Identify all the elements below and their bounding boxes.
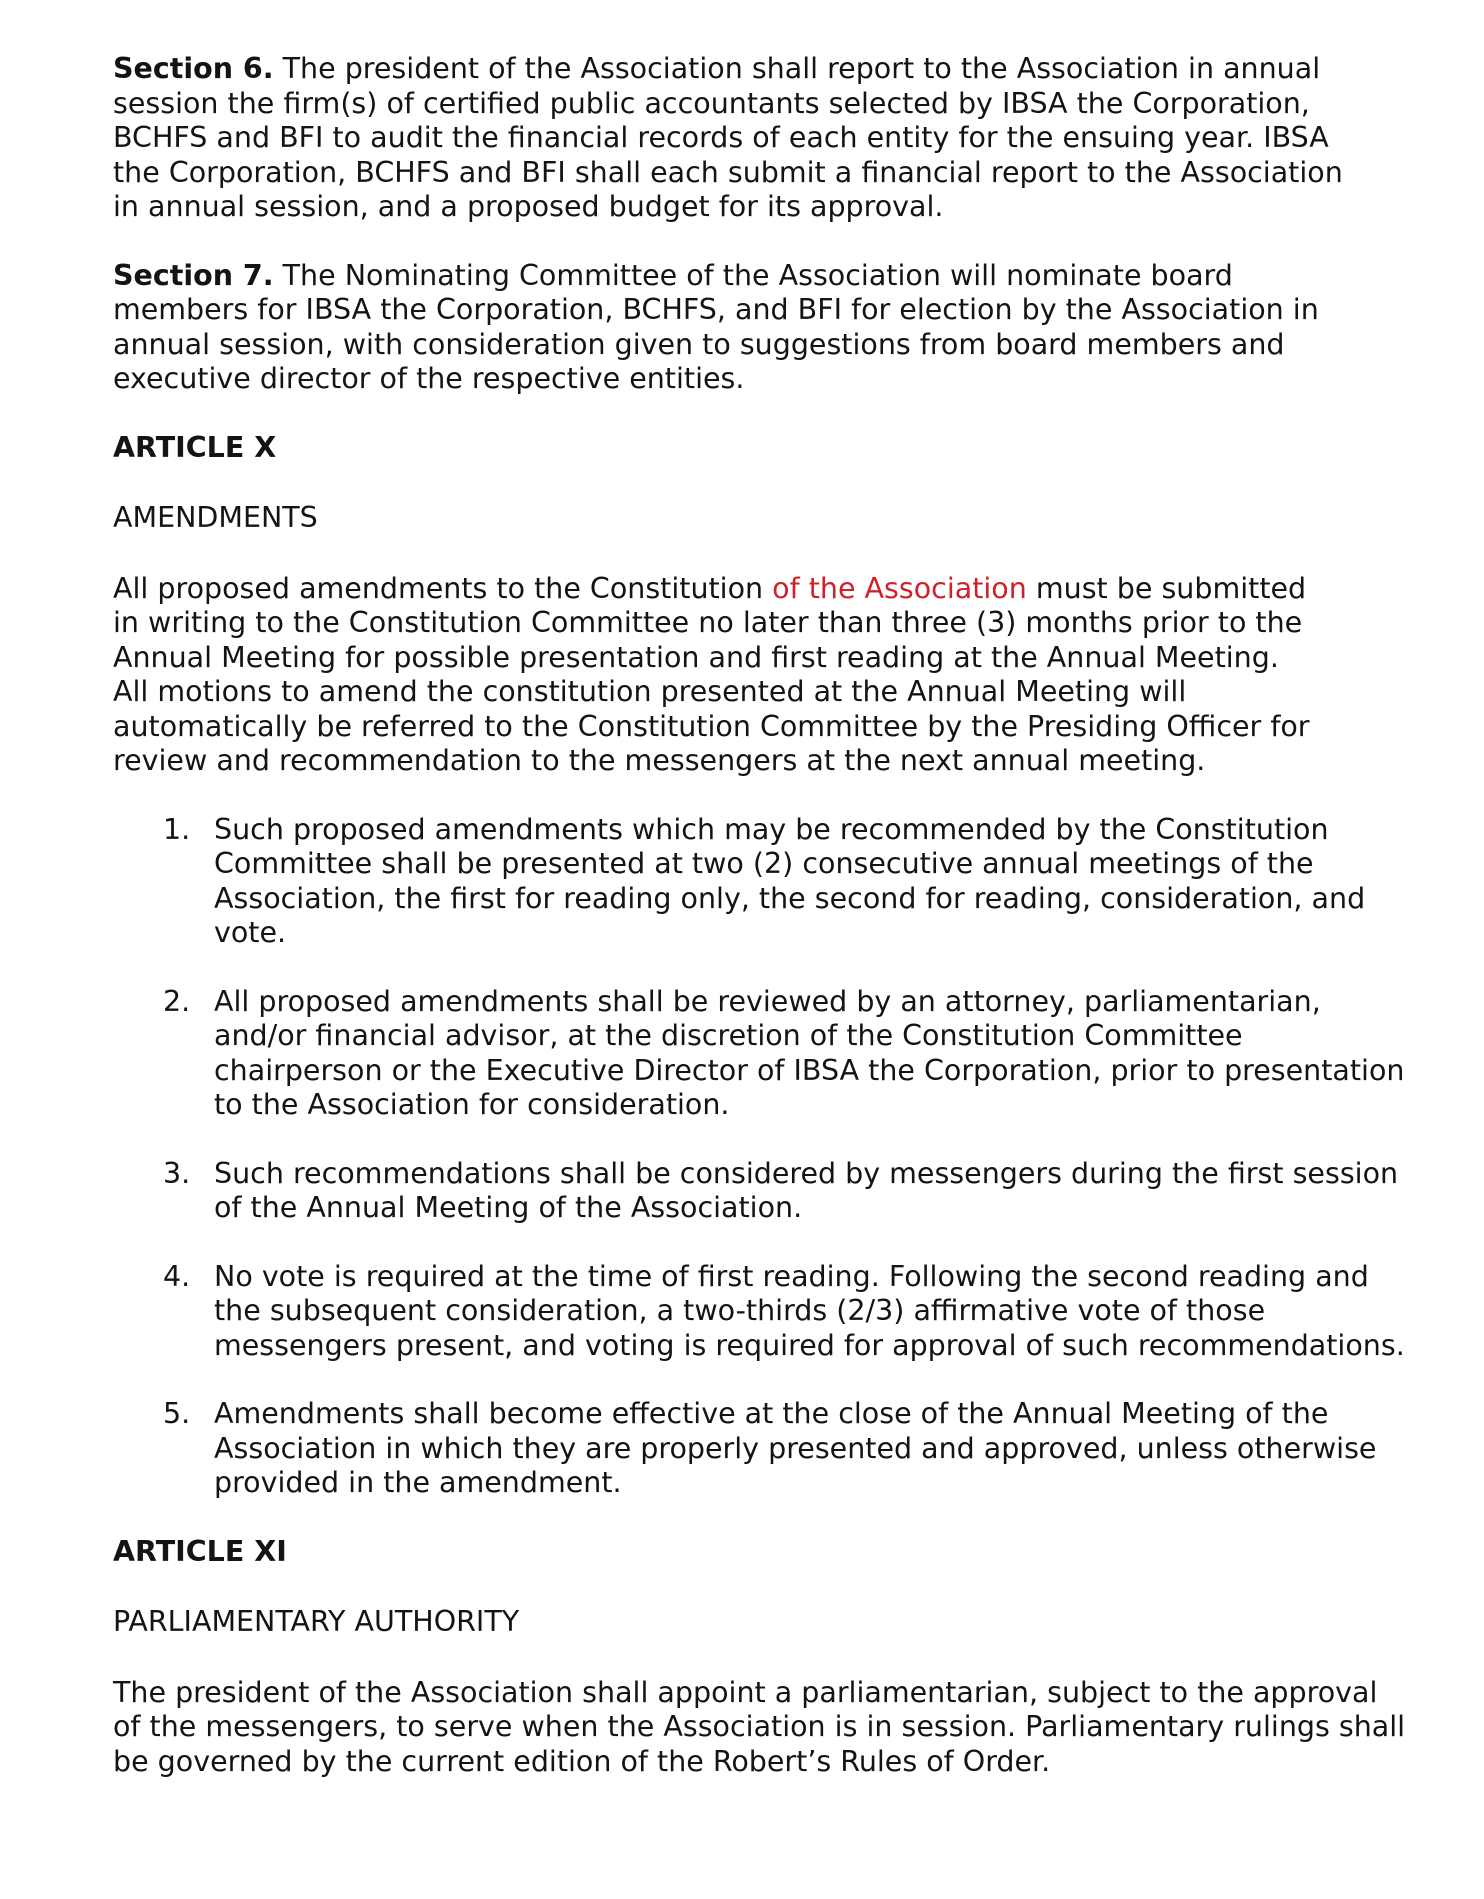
amendments-intro-text-1: All proposed amendments to the Constitution	[113, 571, 773, 605]
list-item	[113, 1157, 1414, 1226]
list-item-number: 3.	[163, 1156, 191, 1190]
section-7-text: The Nominating Committee of the Association will nominate board members for IBSA the Corporation, BCHFS, and BFI for election by the Association in annual session, with consideration given to suggestions from board members and executive director of the respective entities.	[113, 258, 1319, 395]
article-10-heading: ARTICLE X	[113, 430, 277, 464]
list-item-text: Such proposed amendments which may be recommended by the Constitution Committee shall be presented at two (2) consecutive annual meetings of the Association, the first for reading only, the second for reading, consideration, and vote.	[214, 812, 1366, 949]
article-11-title: PARLIAMENTARY AUTHORITY	[113, 1605, 520, 1638]
list-item-text: Amendments shall become effective at the close of the Annual Meeting of the Association in which they are properly presented and approved, unless otherwise provided in the amendment.	[214, 1397, 1377, 1499]
amendments-intro-paragraph	[113, 572, 1323, 779]
list-item	[113, 1397, 1414, 1501]
section-7-label: Section 7.	[113, 258, 274, 292]
amendments-list	[113, 813, 1413, 1501]
section-6-text: The president of the Association shall report to the Association in annual session the firm(s) of certified public accountants selected by IBSA the Corporation, BCHFS and BFI to audit the financial records of each entity for the ensuing year. IBSA the Corporation, BCHFS and BFI shall each submit a financial report to the Association in annual session, and a proposed budget for its approval.	[113, 52, 1343, 223]
list-item-number: 1.	[163, 812, 191, 846]
amendments-intro-text-2: must be submitted in writing to the Constitution Committee no later than three (3) months prior to the Annual Meeting for possible presentation and first reading at the Annual Meeting. All motions to amend the constitution presented at the Annual Meeting will automatically be referred to the Constitution Committee by the Presiding Officer for review and recommendation to the messengers at the next annual meeting.	[113, 571, 1310, 777]
list-item	[113, 985, 1414, 1123]
article-10-title: AMENDMENTS	[113, 501, 318, 534]
list-item-text: All proposed amendments shall be reviewed by an attorney, parliamentarian, and/or financial advisor, at the discretion of the Constitution Committee chairperson or the Executive Director of IBSA the Corporation, prior to presentation to the Association for consideration.	[214, 984, 1405, 1121]
list-item-number: 4.	[163, 1259, 191, 1293]
list-item-number: 5.	[163, 1397, 191, 1430]
list-item-text: Such recommendations shall be considered by messengers during the first session of the Annual Meeting of the Association.	[214, 1156, 1399, 1224]
amendments-intro-highlight: of the Association	[772, 571, 1027, 605]
document-page	[113, 52, 1413, 1779]
section-7-paragraph	[113, 259, 1358, 397]
list-item-text: No vote is required at the time of first reading. Following the second reading and the subsequent consideration, a two-thirds (2/3) affirmative vote of those messengers present, and voting is required for approval of such recommendations.	[214, 1259, 1405, 1362]
list-item	[113, 813, 1414, 951]
article-11-heading: ARTICLE XI	[113, 1534, 287, 1568]
list-item-number: 2.	[163, 984, 191, 1018]
list-item	[113, 1260, 1414, 1364]
parliamentary-authority-paragraph: The president of the Association shall appoint a parliamentarian, subject to the approval of the messengers, to serve when the Association is in session. Parliamentary rulings shall be governed by the current edition of the Robert’s Rules of Order.	[113, 1675, 1406, 1778]
section-6-label: Section 6.	[113, 52, 274, 85]
section-6-paragraph	[113, 52, 1358, 225]
